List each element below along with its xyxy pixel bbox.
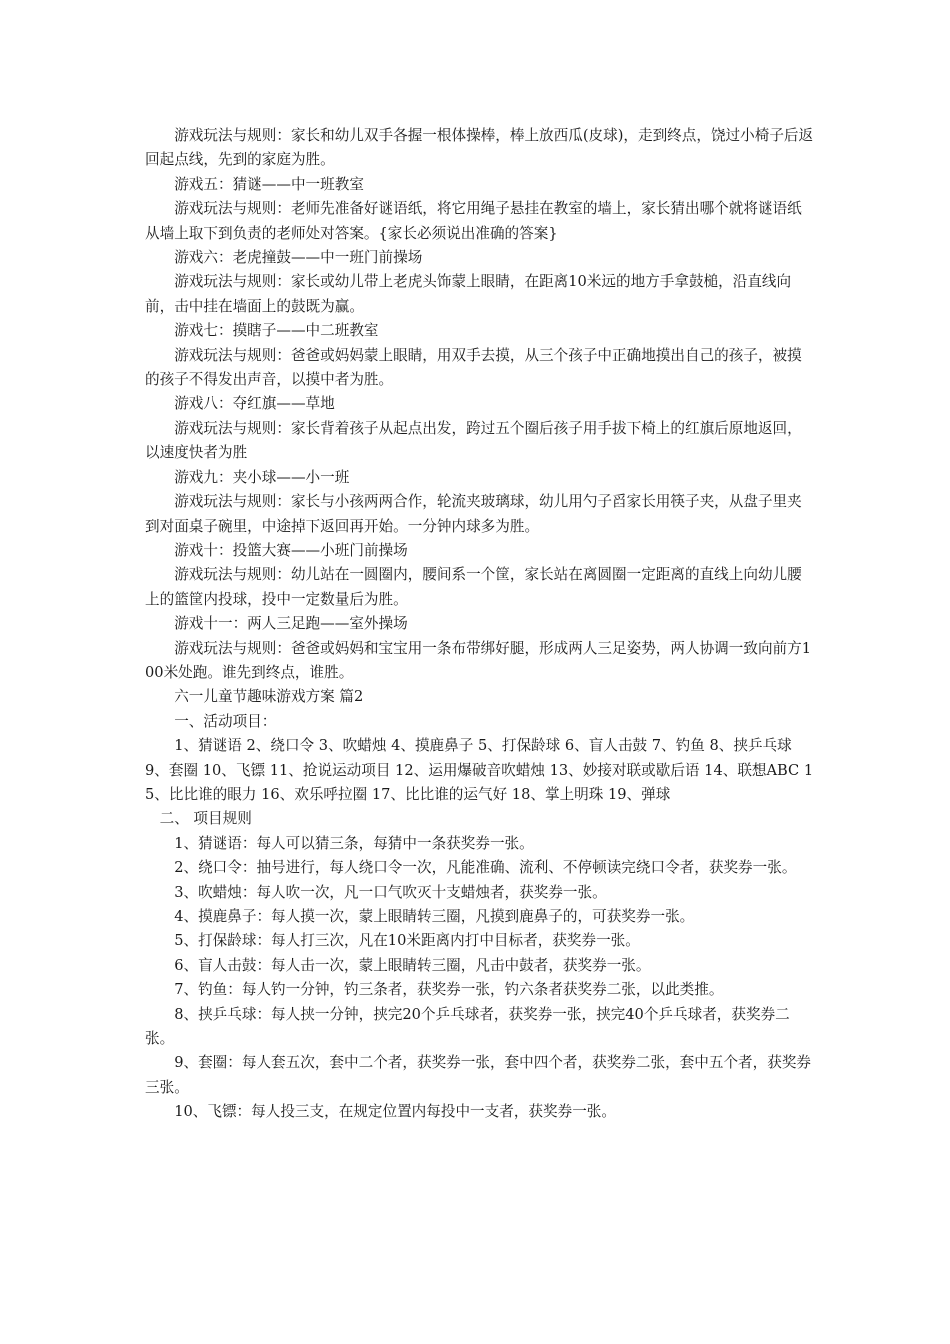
paragraph-rules-8: 游戏玩法与规则：家长背着孩子从起点出发，跨过五个圈后孩子用手拔下椅上的红旗后原地返回，以速度快者为胜 — [145, 419, 802, 462]
paragraph-activity-list: 1、猜谜语 2、绕口令 3、吹蜡烛 4、摸鹿鼻子 5、打保龄球 6、盲人击鼓 7、钓鱼 8、挟乒乓球 9、套圈 10、飞镖 11、抢说运动项目 12、运用爆破音吹蜡烛 13、妙接对联或歇后语 14、联想ABC 15、比比谁的眼力 16、欢乐呼拉圈 17、比比谁的运气好 18、掌上明珠 19、弹球 — [145, 737, 814, 803]
paragraph-rules-10: 游戏玩法与规则：幼儿站在一圆圈内，腰间系一个筐，家长站在离圆圈一定距离的直线上向幼儿腰上的篮筐内投球，投中一定数量后为胜。 — [145, 566, 802, 608]
paragraph-rules-9: 游戏玩法与规则：家长与小孩两两合作，轮流夹玻璃球，幼儿用勺子舀家长用筷子夹，从盘子里夹到对面桌子碗里，中途掉下返回再开始。一分钟内球多为胜。 — [145, 493, 802, 535]
heading-item-rules: 二、 项目规则 — [159, 810, 252, 828]
rule-item: 8、挟乒乓球：每人挟一分钟，挟完20个乒乓球者，获奖券一张，挟完40个乒乓球者，获奖券二张。 — [145, 1005, 790, 1048]
heading-game-11: 游戏十一：两人三足跑——室外操场 — [174, 615, 408, 633]
rule-item: 1、猜谜语：每人可以猜三条，每猜中一条获奖券一张。 — [174, 834, 534, 852]
heading-activity-items: 一、活动项目： — [174, 712, 277, 730]
section-title-part-2: 六一儿童节趣味游戏方案 篇2 — [174, 688, 364, 706]
rule-item: 6、盲人击鼓：每人击一次，蒙上眼睛转三圈，凡击中鼓者，获奖券一张。 — [174, 956, 651, 974]
rule-item: 4、摸鹿鼻子：每人摸一次，蒙上眼睛转三圈，凡摸到鹿鼻子的，可获奖券一张。 — [174, 908, 695, 925]
heading-game-5: 游戏五：猜谜——中一班教室 — [174, 175, 364, 193]
rule-item: 9、套圈：每人套五次，套中二个者，获奖券一张，套中四个者，获奖券二张，套中五个者，获奖券三张。 — [145, 1054, 812, 1096]
paragraph-rules-4: 游戏玩法与规则：家长和幼儿双手各握一根体操棒，棒上放西瓜(皮球)，走到终点，饶过小椅子后返回起点线，先到的家庭为胜。 — [145, 127, 814, 169]
rule-item: 10、飞镖：每人投三支，在规定位置内每投中一支者，获奖券一张。 — [174, 1103, 616, 1121]
heading-game-7: 游戏七：摸瞎子——中二班教室 — [174, 322, 379, 340]
rule-item: 3、吹蜡烛：每人吹一次，凡一口气吹灭十支蜡烛者，获奖券一张。 — [174, 883, 607, 901]
heading-game-9: 游戏九：夹小球——小一班 — [174, 468, 350, 486]
paragraph-rules-6: 游戏玩法与规则：家长或幼儿带上老虎头饰蒙上眼睛，在距离10米远的地方手拿鼓槌，沿直线向前，击中挂在墙面上的鼓既为赢。 — [145, 273, 792, 315]
heading-game-6: 游戏六：老虎撞鼓——中一班门前操场 — [174, 249, 423, 267]
rule-item: 5、打保龄球：每人打三次，凡在10米距离内打中目标者，获奖券一张。 — [174, 932, 640, 950]
paragraph-rules-11: 游戏玩法与规则：爸爸或妈妈和宝宝用一条布带绑好腿，形成两人三足姿势，两人协调一致向前方100米处跑。谁先到终点，谁胜。 — [145, 639, 812, 681]
rule-item: 7、钓鱼：每人钓一分钟，钓三条者，获奖券一张，钓六条者获奖券二张，以此类推。 — [174, 981, 724, 999]
rule-item: 2、绕口令：抽号进行，每人绕口令一次，凡能准确、流利、不停顿读完绕口令者，获奖券一张。 — [174, 859, 797, 877]
heading-game-10: 游戏十：投篮大赛——小班门前操场 — [174, 541, 408, 559]
heading-game-8: 游戏八：夺红旗——草地 — [174, 395, 335, 413]
document-body — [145, 124, 815, 1125]
paragraph-rules-5: 游戏玩法与规则：老师先准备好谜语纸，将它用绳子悬挂在教室的墙上，家长猜出哪个就将谜语纸从墙上取下到负责的老师处对答案。{家长必须说出准确的答案} — [145, 200, 802, 242]
paragraph-rules-7: 游戏玩法与规则：爸爸或妈妈蒙上眼睛，用双手去摸，从三个孩子中正确地摸出自己的孩子，被摸的孩子不得发出声音，以摸中者为胜。 — [145, 346, 802, 389]
